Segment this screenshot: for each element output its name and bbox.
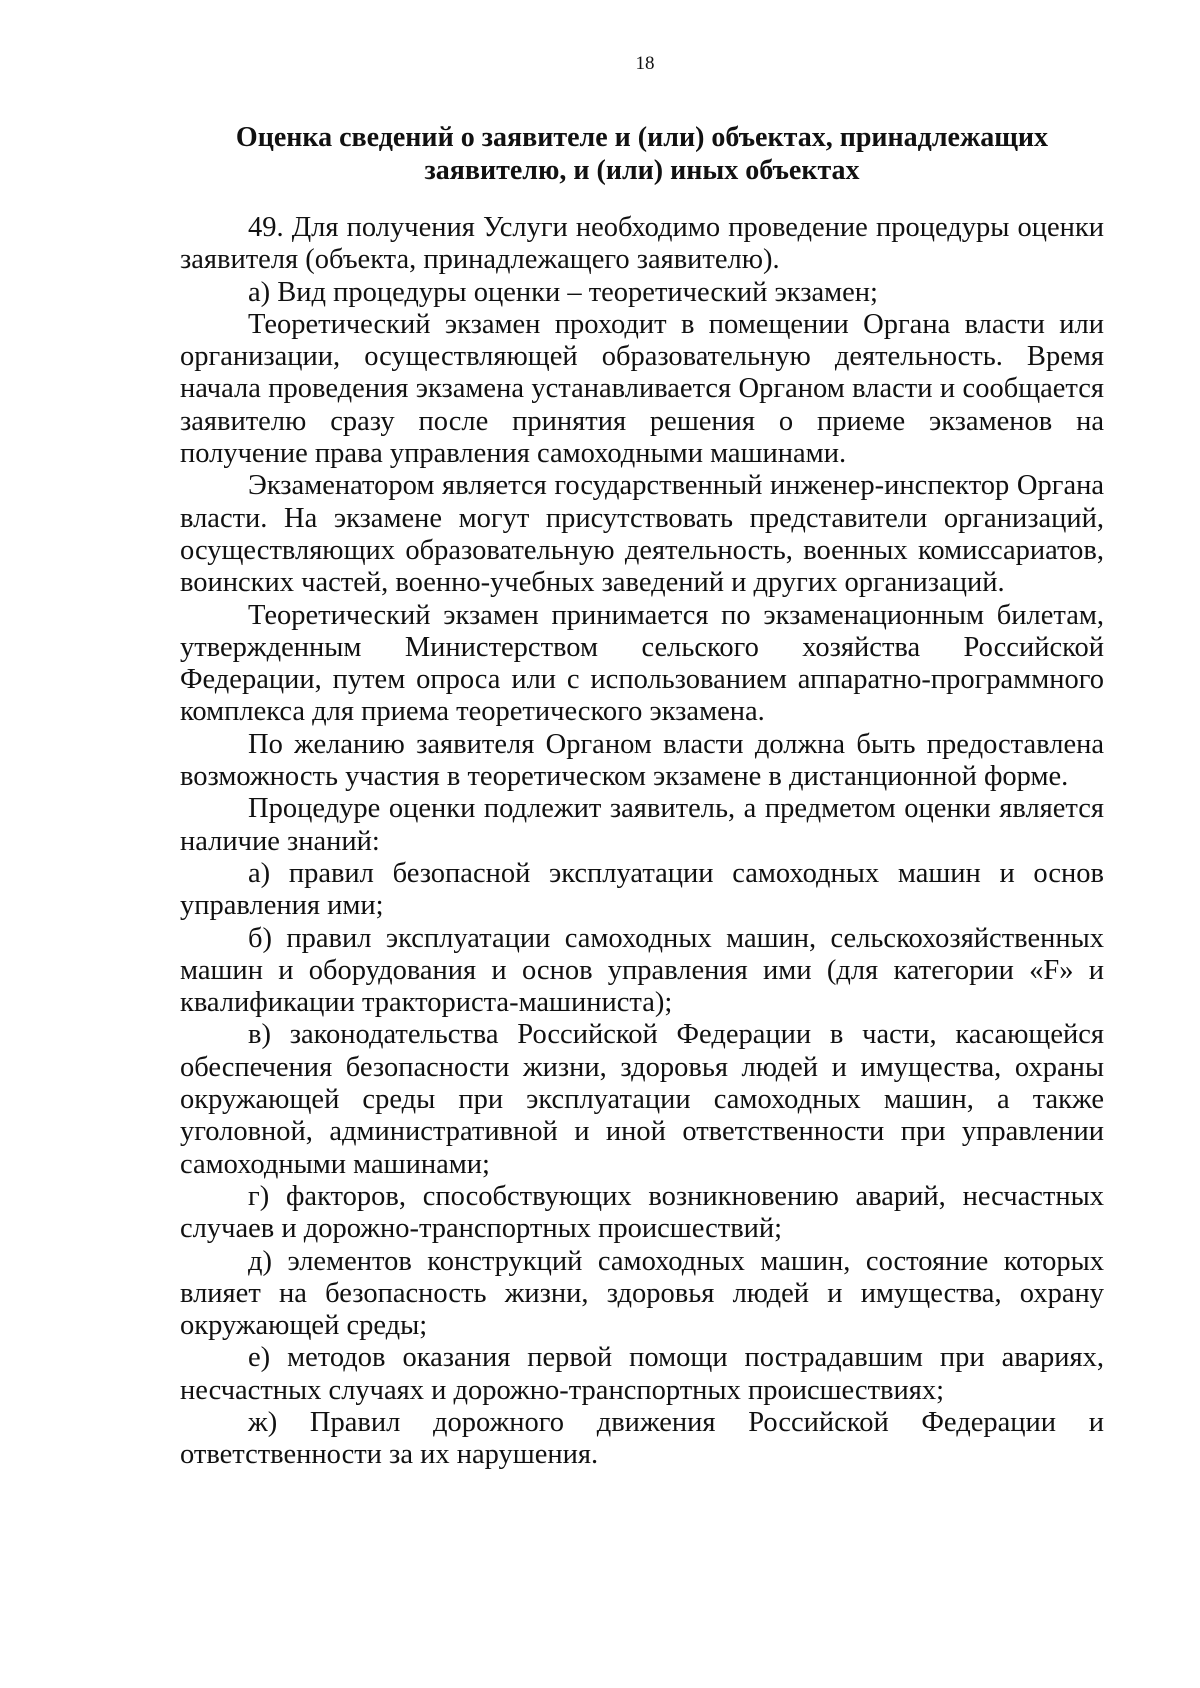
list-item-g: г) факторов, способствующих возникновению аварий, несчастных случаев и дорожно-транспортных происшествий; — [180, 1180, 1104, 1245]
paragraph-exam-tickets: Теоретический экзамен принимается по экзаменационным билетам, утвержденным Министерством сельского хозяйства Российской Федерации, путем опроса или с использованием аппаратно-программного комплекса для приема теоретического экзамена. — [180, 599, 1104, 728]
paragraph-examiner: Экзаменатором является государственный инженер-инспектор Органа власти. На экзамене могут присутствовать представители организаций, осуществляющих образовательную деятельность, военных комиссариатов, воинских частей, военно-учебных заведений и других организаций. — [180, 470, 1104, 599]
list-item-b: б) правил эксплуатации самоходных машин, сельскохозяйственных машин и оборудования и основ управления ими (для категории «F» и квалификации тракториста-машиниста); — [180, 922, 1104, 1019]
section-heading — [180, 121, 1104, 187]
list-item-e: е) методов оказания первой помощи пострадавшим при авариях, несчастных случаях и дорожно-транспортных происшествиях; — [180, 1342, 1104, 1406]
section-heading-line-2: заявителю, и (или) иных объектах — [424, 155, 860, 186]
document-body — [180, 212, 1104, 1472]
list-item-v: в) законодательства Российской Федерации в части, касающейся обеспечения безопасности жизни, здоровья людей и имущества, охраны окружающей среды при эксплуатации самоходных машин, а также уголовной, административной и иной ответственности при управлении самоходными машинами; — [180, 1019, 1104, 1180]
paragraph-procedure-type: а) Вид процедуры оценки – теоретический экзамен; — [248, 276, 878, 308]
page-number: 18 — [635, 53, 655, 74]
paragraph-exam-location: Теоретический экзамен проходит в помещении Органа власти или организации, осуществляющей образовательную деятельность. Время начала проведения экзамена устанавливается Органом власти и сообщается заявителю сразу после принятия решения о приеме экзаменов на получение права управления самоходными машинами. — [180, 308, 1104, 470]
list-item-a: а) правил безопасной эксплуатации самоходных машин и основ управления ими; — [180, 857, 1104, 922]
paragraph-49: 49. Для получения Услуги необходимо проведение процедуры оценки заявителя (объекта, принадлежащего заявителю). — [180, 212, 1104, 276]
paragraph-assessment-subject: Процедуре оценки подлежит заявитель, а предметом оценки является наличие знаний: — [180, 793, 1104, 857]
list-item-d: д) элементов конструкций самоходных машин, состояние которых влияет на безопасность жизни, здоровья людей и имущества, охрану окружающей среды; — [180, 1245, 1104, 1342]
list-item-zh: ж) Правил дорожного движения Российской Федерации и ответственности за их нарушения. — [180, 1406, 1104, 1471]
section-heading-line-1: Оценка сведений о заявителе и (или) объектах, принадлежащих — [235, 122, 1049, 153]
paragraph-remote-exam: По желанию заявителя Органом власти должна быть предоставлена возможность участия в теоретическом экзамене в дистанционной форме. — [180, 728, 1104, 793]
